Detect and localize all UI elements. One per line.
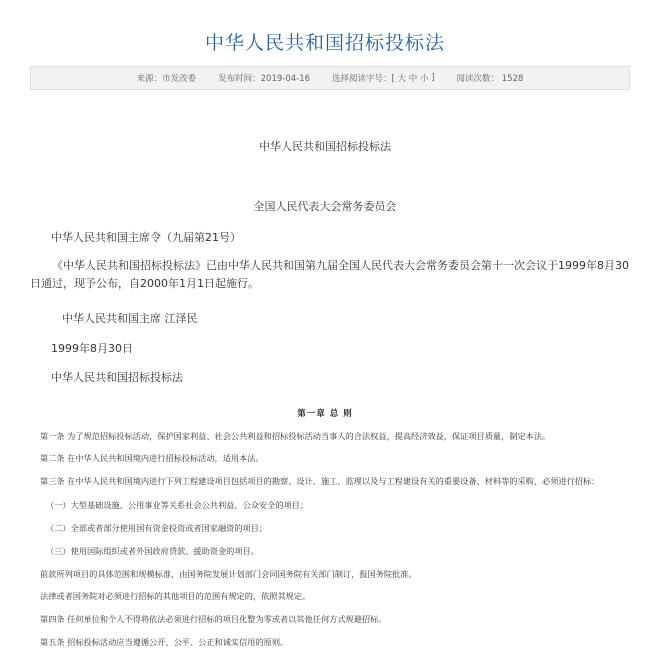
announcement: 《中华人民共和国招标投标法》已由中华人民共和国第九届全国人民代表大会常务委员会第十一次会议于1999年8月30日通过，现予公布，自2000年1月1日起施行。 — [30, 259, 629, 290]
article-1: 第一条 为了规范招标投标活动，保护国家利益、社会公共利益和招标投标活动当事人的合法权益，提高经济效益，保证项目质量，制定本法。 — [40, 431, 551, 441]
font-size-label: 选择阅读字号：[ — [332, 74, 395, 84]
law-title: 中华人民共和国招标投标法 — [259, 140, 391, 153]
article-3-item-1: （一）大型基础设施、公用事业等关系社会公共利益、公众安全的项目； — [46, 500, 309, 510]
article-3-item-2: （二）全部或者部分使用国有资金投资或者国家融资的项目； — [46, 523, 268, 533]
source-label: 来源：市发改委 — [136, 74, 197, 84]
article-3-scope: 前款所列项目的具体范围和规模标准，由国务院发展计划部门会同国务院有关部门制订，报国务院批准。 — [40, 569, 417, 579]
article-3-other: 法律或者国务院对必须进行招标的其他项目的范围有规定的，依照其规定。 — [40, 591, 311, 601]
law-title-repeat: 中华人民共和国招标投标法 — [51, 371, 183, 384]
issuer: 全国人民代表大会常务委员会 — [253, 200, 397, 213]
article-4: 第四条 任何单位和个人不得将依法必须进行招标的项目化整为零或者以其他任何方式规避招标。 — [40, 614, 387, 624]
page-title: 中华人民共和国招标投标法 — [204, 32, 445, 54]
article-5: 第五条 招标投标活动应当遵循公开、公平、公正和诚实信用的原则。 — [40, 637, 289, 647]
publish-time: 发布时间：2019-04-16 — [218, 74, 311, 84]
font-size-close: ] — [431, 73, 435, 83]
decree: 中华人民共和国主席令（九届第21号） — [51, 231, 241, 244]
font-size-large-link[interactable]: 大 — [397, 74, 407, 84]
article-3-item-3: （三）使用国际组织或者外国政府贷款、援助资金的项目。 — [46, 546, 259, 556]
font-size-small-link[interactable]: 小 — [420, 74, 429, 84]
article-2: 第二条 在中华人民共和国境内进行招标投标活动，适用本法。 — [40, 453, 264, 463]
read-count: 阅读次数： 1528 — [456, 74, 524, 84]
font-size-medium-link[interactable]: 中 — [408, 74, 418, 84]
chapter-heading: 第一章 总 则 — [297, 409, 353, 419]
article-meta-bar — [30, 66, 630, 90]
date: 1999年8月30日 — [51, 342, 133, 355]
article-3: 第三条 在中华人民共和国境内进行下列工程建设项目包括项目的勘察、设计、施工、监理以及与工程建设有关的重要设备、材料等的采购，必须进行招标： — [40, 476, 600, 486]
president-signature: 中华人民共和国主席 江泽民 — [62, 312, 198, 325]
